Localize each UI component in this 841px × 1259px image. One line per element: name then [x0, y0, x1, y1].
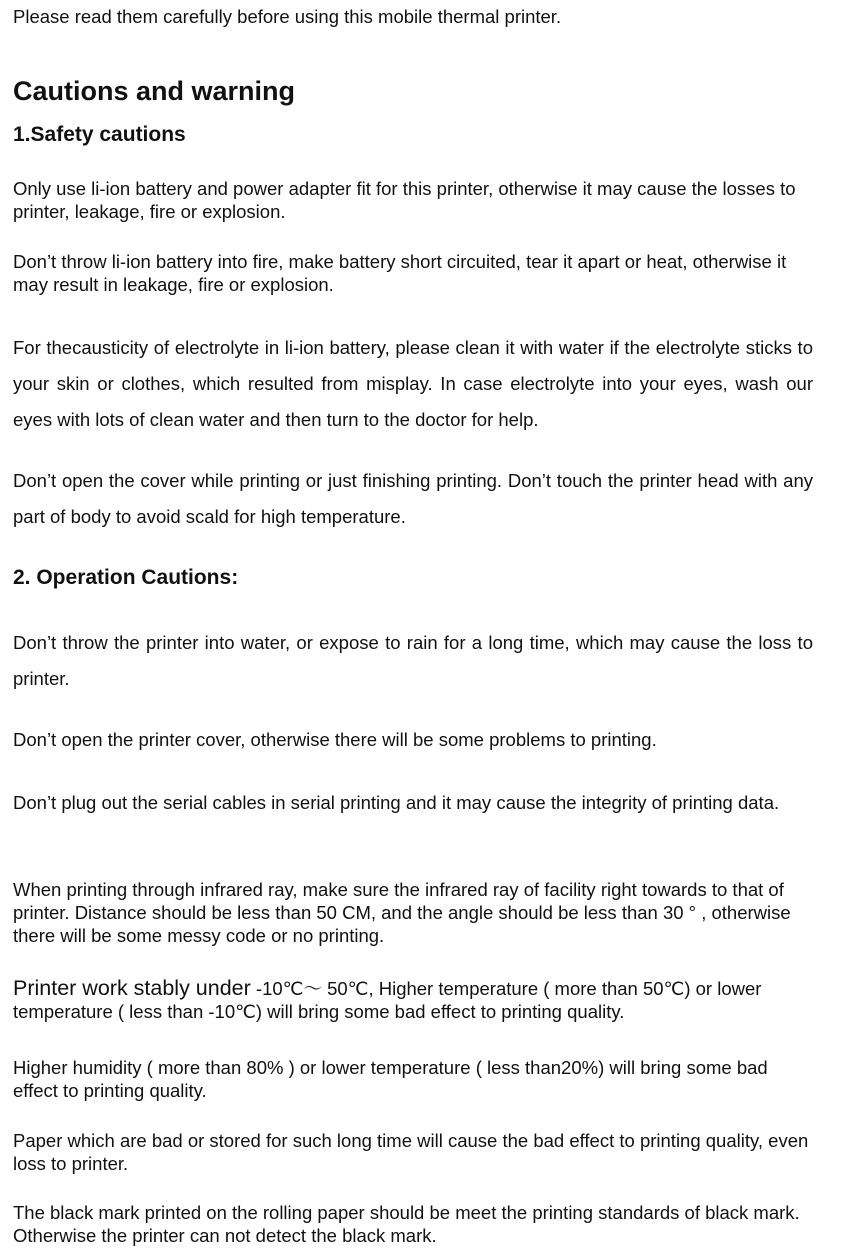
- paragraph-electrolyte: For thecausticity of electrolyte in li-ion battery, please clean it with water if the electrolyte sticks to your skin or clothes, which resulted from misplay. In case electrolyte into your eyes, wash our eyes with lots of clean water and then turn to the doctor for help.: [13, 337, 813, 430]
- paragraph-battery-fire: Don’t throw li-ion battery into fire, make battery short circuited, tear it apart or heat, otherwise it may result in leakage, fire or explosion.: [13, 251, 787, 295]
- temperature-lead: Printer work stably under: [13, 976, 251, 1000]
- paragraph-black-mark: The black mark printed on the rolling paper should be meet the printing standards of black mark. Otherwise the printer can not detect the black mark.: [13, 1202, 800, 1246]
- paragraph-infrared: When printing through infrared ray, make sure the infrared ray of facility right towards to that of printer. Distance should be less than 50 CM, and the angle should be less than 30 ° , otherwise there will be some messy code or no printing.: [13, 879, 791, 946]
- paragraph-temperature: [13, 977, 813, 1023]
- paragraph-serial-cables: Don’t plug out the serial cables in serial printing and it may cause the integrity of printing data.: [13, 792, 780, 813]
- paragraph-printer-cover: Don’t open the printer cover, otherwise there will be some problems to printing.: [13, 729, 657, 750]
- paragraph-cover-head: Don’t open the cover while printing or just finishing printing. Don’t touch the printer head with any part of body to avoid scald for high temperature.: [13, 470, 813, 527]
- section-heading-operation: [13, 566, 238, 590]
- section-number: 1.: [13, 123, 31, 146]
- section-title: 2. Operation Cautions:: [13, 566, 239, 589]
- paragraph-battery-adapter: Only use li-ion battery and power adapter fit for this printer, otherwise it may cause the losses to printer, leakage, fire or explosion.: [13, 178, 796, 222]
- intro-text: Please read them carefully before using this mobile thermal printer.: [13, 6, 562, 27]
- page-title: Cautions and warning: [13, 76, 296, 106]
- temperature-rest: -10℃～ 50℃, Higher temperature ( more than 50℃) or lower temperature ( less than -10℃) will bring some bad effect to printing quality.: [13, 978, 762, 1022]
- paragraph-paper-quality: Paper which are bad or stored for such long time will cause the bad effect to printing quality, even loss to printer.: [13, 1130, 809, 1174]
- section-title: Safety cautions: [30, 123, 186, 146]
- paragraph-water: Don’t throw the printer into water, or expose to rain for a long time, which may cause the loss to printer.: [13, 632, 813, 689]
- section-heading-safety: [13, 123, 186, 147]
- paragraph-humidity: Higher humidity ( more than 80% ) or lower temperature ( less than20%) will bring some bad effect to printing quality.: [13, 1057, 768, 1101]
